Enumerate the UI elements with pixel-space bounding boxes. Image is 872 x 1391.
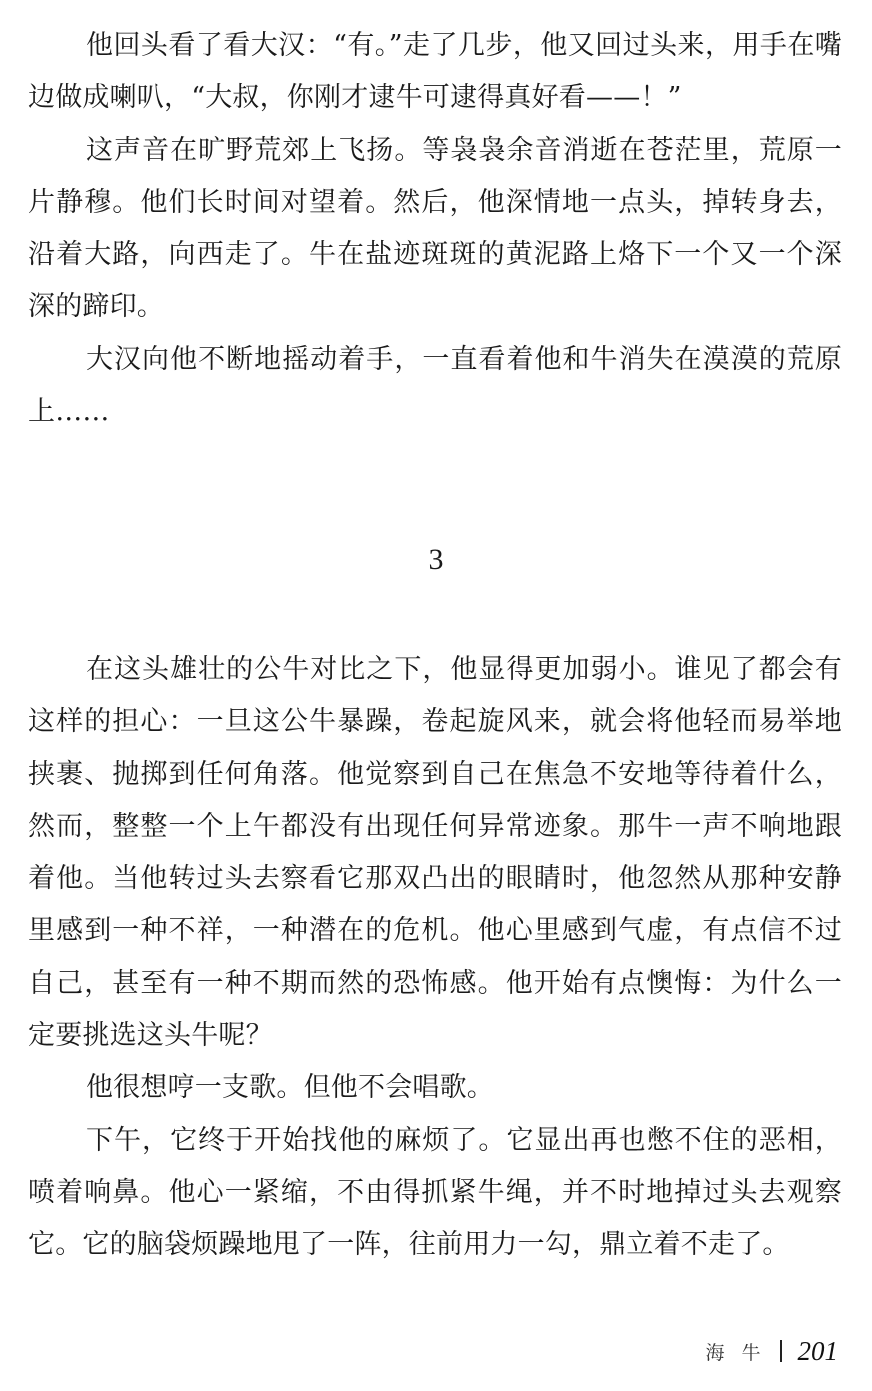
page-footer: [705, 1334, 838, 1368]
page-number: 201: [797, 1335, 838, 1366]
paragraph: 他回头看了看大汉：“有。”走了几步，他又回过头来，用手在嘴边做成喇叭，“大叔，你刚才逮牛可逮得真好看——！”: [28, 30, 842, 114]
footer-divider: [780, 1340, 782, 1362]
running-title: 海牛: [705, 1341, 778, 1364]
section-heading: 3: [428, 543, 444, 576]
paragraph: 他很想哼一支歌。但他不会唱歌。: [86, 1072, 494, 1104]
section-b-text: [28, 644, 842, 1272]
paragraph: 大汉向他不断地摇动着手，一直看着他和牛消失在漠漠的荒原上……: [28, 343, 842, 428]
section-a-text: [28, 20, 842, 438]
paragraph: 下午，它终于开始找他的麻烦了。它显出再也憋不住的恶相，喷着响鼻。他心一紧缩，不由得抓紧牛绳，并不时地掉过头去观察它。它的脑袋烦躁地甩了一阵，往前用力一勾，鼎立着不走了。: [28, 1124, 842, 1261]
paragraph: 在这头雄壮的公牛对比之下，他显得更加弱小。谁见了都会有这样的担心：一旦这公牛暴躁，卷起旋风来，就会将他轻而易举地挟裹、抛掷到任何角落。他觉察到自己在焦急不安地等待着什么，然而，整整一个上午都没有出现任何异常迹象。那牛一声不响地跟着他。当他转过头去察看它那双凸出的眼睛时，他忽然从那种安静里感到一种不祥，一种潜在的危机。他心里感到气虚，有点信不过自己，甚至有一种不期而然的恐怖感。他开始有点懊悔：为什么一定要挑选这头牛呢？: [28, 654, 842, 1052]
paragraph: 这声音在旷野荒郊上飞扬。等袅袅余音消逝在苍茫里，荒原一片静穆。他们长时间对望着。然后，他深情地一点头，掉转身去，沿着大路，向西走了。牛在盐迹斑斑的黄泥路上烙下一个又一个深深的蹄印。: [28, 134, 842, 323]
